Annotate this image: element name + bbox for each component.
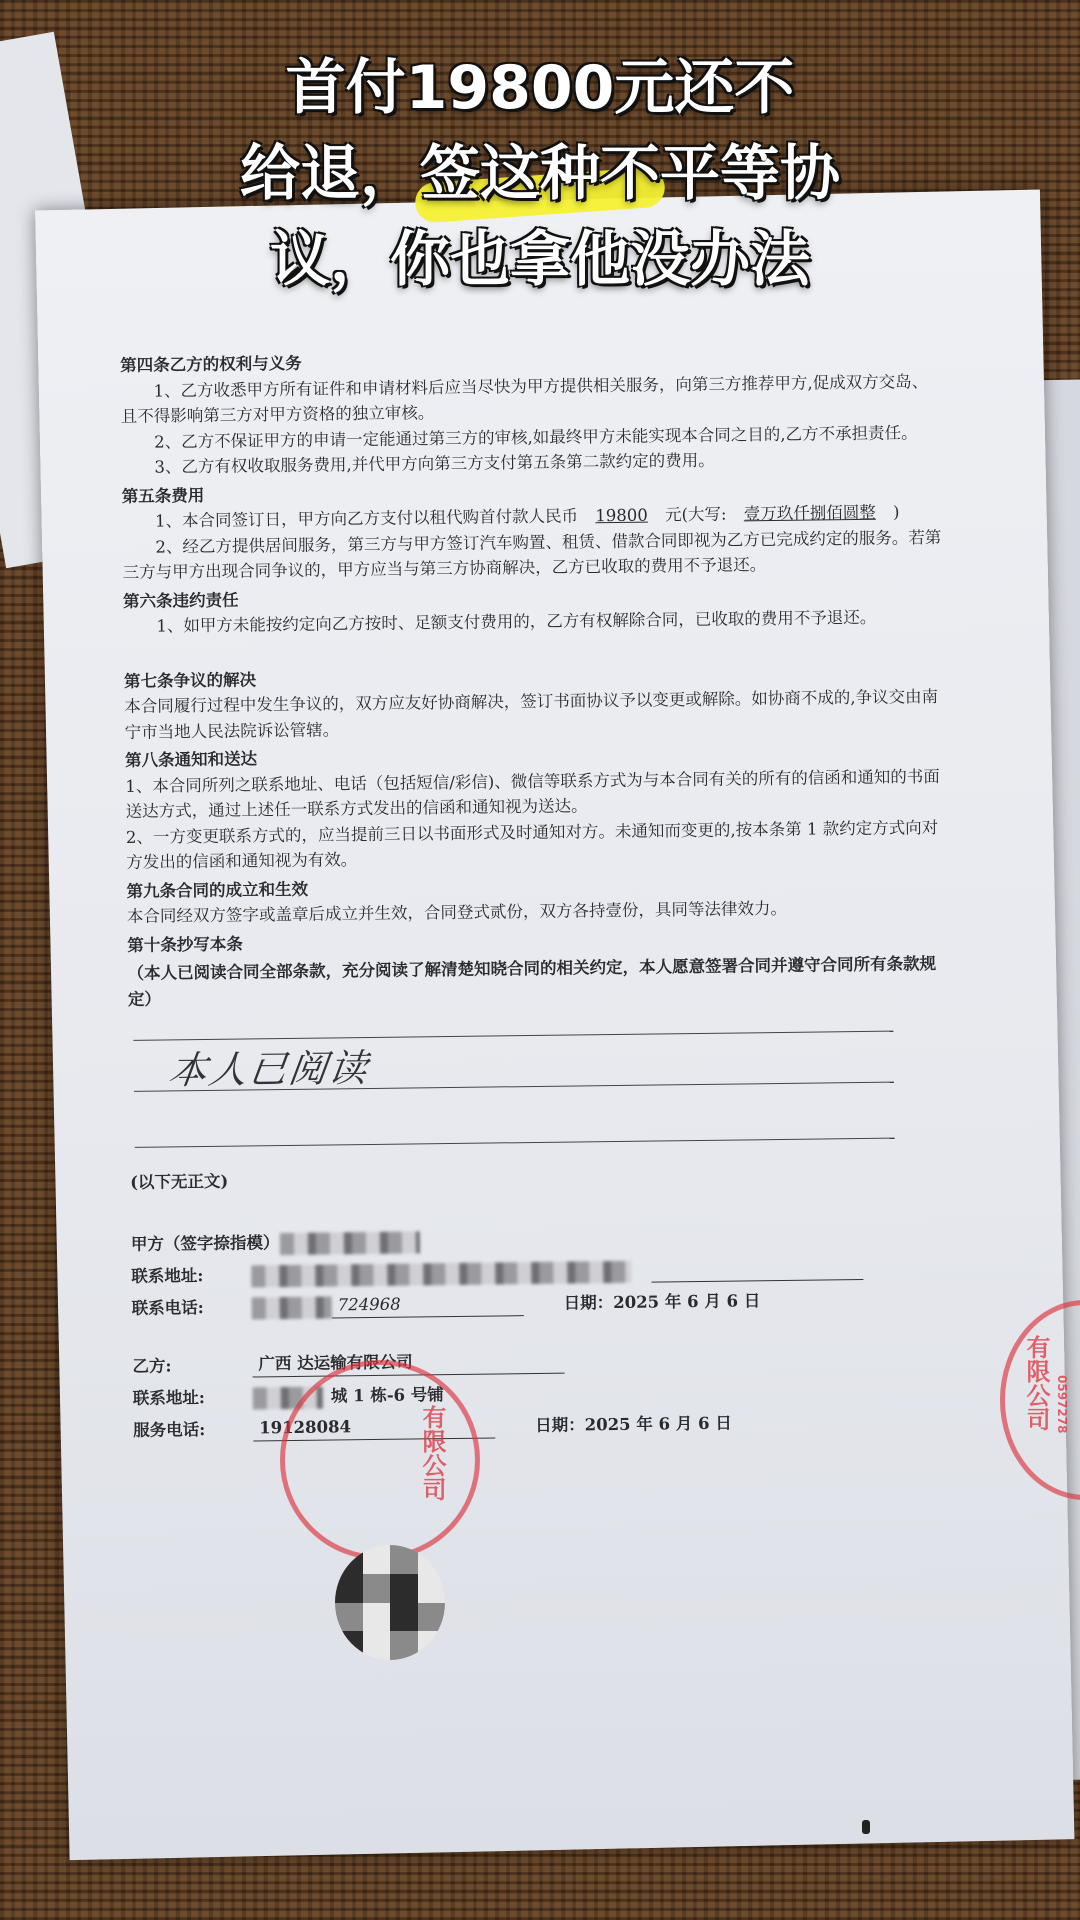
article-9-title: 第九条合同的成立和生效 (126, 879, 309, 901)
caption-line-3: 议，你也拿他没办法 (270, 225, 810, 295)
party-b-date: 日期：2025 年 6 月 6 日 (535, 1413, 732, 1435)
article-4-clause-2: 2、乙方不保证甲方的申请一定能通过第三方的审核,如最终甲方未能实现本合同之目的,乙方不承担责任。 (154, 422, 918, 452)
article-7-body: 本合同履行过程中发生争议的，双方应友好协商解决，签订书面协议予以变更或解除。如协商不成的,争议交由南宁市当地人民法院诉讼管辖。 (124, 687, 939, 742)
contract-text (120, 340, 953, 1443)
article-7-title: 第七条争议的解决 (123, 669, 257, 691)
handwritten-acknowledgement: 本人已阅读 (166, 1045, 372, 1093)
article-5-title: 第五条费用 (121, 485, 205, 506)
end-note: (以下无正文) (130, 1171, 229, 1192)
pen-mark (862, 1820, 870, 1834)
seal-right-text: 有限公司 (1022, 1335, 1050, 1431)
redacted-phone (252, 1296, 332, 1319)
party-a-phone-value: 724968 (332, 1290, 524, 1319)
down-payment-amount: 19800 (595, 505, 648, 526)
company-seal-left (280, 1360, 480, 1560)
party-a-label: 甲方（签字捺指模） (130, 1232, 280, 1254)
caption-line-2: 给退，签这种不平等协 (240, 139, 840, 209)
article-4-clause-1: 1、乙方收悉甲方所有证件和申请材料后应当尽快为甲方提供相关服务，向第三方推荐甲方,促成双方交岛、且不得影响第三方对甲方资格的独立审核。 (120, 371, 929, 426)
article-5-clause-2: 2、经乙方提供居间服务，第三方与甲方签订汽车购置、租赁、借款合同即视为乙方已完成约定的服务。若第三方与甲方出现合同争议的，甲方应当与第三方协商解决，乙方已收取的费用不予退还。 (122, 527, 942, 582)
seal-right-number: 0597278 (1055, 1375, 1069, 1434)
article-5-clause-1-text-b: 元(大写: (664, 504, 727, 525)
service-phone-value: 19128084 (253, 1412, 495, 1441)
article-10-body: （本人已阅读合同全部条款，充分阅读了解清楚知晓合同的相关约定，本人愿意签署合同并遵守合同所有条款规定） (127, 954, 937, 1009)
seal-left-text: 有限公司 (418, 1405, 446, 1501)
party-a-date: 日期：2025 年 6 月 6 日 (563, 1290, 761, 1313)
article-8-title: 第八条通知和送达 (124, 749, 258, 770)
video-caption (0, 45, 1080, 303)
caption-line-1: 首付19800元还不 (285, 53, 795, 123)
party-a-address-label: 联系地址: (131, 1265, 204, 1286)
service-phone-label: 服务电话: (133, 1419, 206, 1440)
redacted-address (251, 1261, 631, 1288)
party-b-label: 乙方: (132, 1355, 172, 1376)
article-8-clause-1: 1、本合同所列之联系地址、电话（包括短信/彩信)、微信等联系方式为与本合同有关的所有的信函和通知的书面送达方式，通过上述任一联系方式发出的信函和通知视为送达。 (125, 766, 940, 821)
article-9-body: 本合同经双方签字或盖章后成立并生效，合同登式贰份，双方各持壹份，具同等法律效力。 (126, 898, 787, 926)
article-6-title: 第六条违约责任 (122, 590, 239, 611)
redacted-name (279, 1231, 419, 1255)
article-10-title: 第十条抄写本条 (127, 934, 243, 955)
redaction-mosaic (335, 1545, 445, 1660)
party-b-address: 城 1 栋-6 号铺 (330, 1384, 444, 1406)
article-8-clause-2: 2、一方变更联系方式的，应当提前三日以书面形式及时通知对方。未通知而变更的,按本条第 1 款约定方式向对方发出的信函和通知视为有效。 (125, 817, 939, 872)
party-b-address-label: 联系地址: (132, 1387, 206, 1408)
down-payment-words: 壹万玖仟捌佰圆整 (743, 502, 876, 524)
party-b-name: 广西 达运输有限公司 (252, 1347, 564, 1377)
article-5-clause-1-text: 1、本合同签订日，甲方向乙方支付以租代购首付款人民币 (154, 506, 579, 531)
article-5-clause-1-text-c: ) (892, 502, 900, 522)
article-4-clause-3: 3、乙方有权收取服务费用,并代甲方向第三方支付第五条第二款约定的费用。 (154, 450, 715, 477)
article-4-title: 第四条乙方的权利与义务 (120, 353, 302, 375)
party-a-phone-label: 联系电话: (131, 1297, 204, 1318)
signature-block (131, 1215, 954, 1443)
article-6-clause-1: 1、如甲方未能按约定向乙方按时、足额支付费用的，乙方有权解除合同，已收取的费用不予退还。 (156, 607, 877, 636)
